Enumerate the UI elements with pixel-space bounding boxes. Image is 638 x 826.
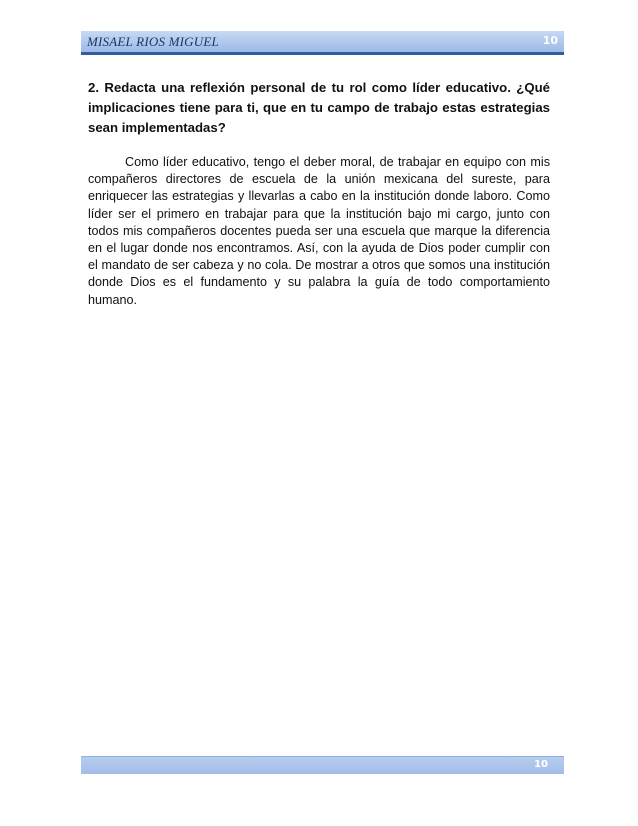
header-page-number: 10 bbox=[542, 34, 558, 47]
header-author-name: MISAEL RIOS MIGUEL bbox=[87, 34, 219, 49]
question-heading: 2. Redacta una reflexión personal de tu rol como líder educativo. ¿Qué implicaciones tiene para ti, que en tu campo de trabajo estas estrategias sean implementadas? bbox=[88, 80, 550, 135]
page-footer bbox=[81, 756, 564, 774]
footer-page-number: 10 bbox=[534, 759, 548, 770]
page-header bbox=[81, 31, 564, 55]
document-body bbox=[88, 78, 550, 309]
answer-paragraph: Como líder educativo, tengo el deber moral, de trabajar en equipo con mis compañeros directores de escuela de la unión mexicana del sureste, para enriquecer las estrategias y llevarlas a cabo en la institución donde laboro. Como líder ser el primero en trabajar para que la institución bajo mi cargo, junto con todos mis compañeros docentes pueda ser una escuela que marque la diferencia en el lugar donde nos encontramos. Así, con la ayuda de Dios poder cumplir con el mandato de ser cabeza y no cola. De mostrar a otros que somos una institución donde Dios es el fundamento y su palabra la guía de todo comportamiento humano. bbox=[88, 155, 550, 307]
